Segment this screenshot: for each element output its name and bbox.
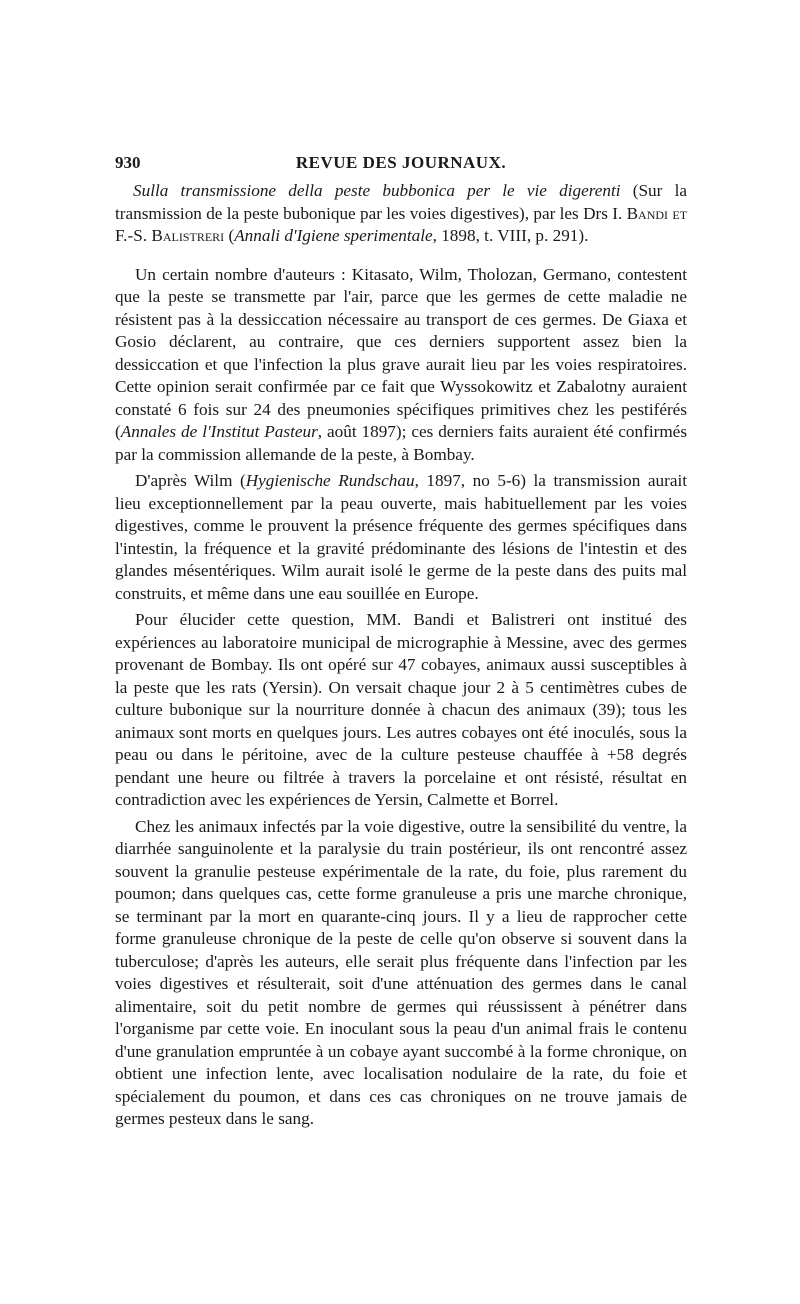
paragraph-2-text-a: D'après Wilm ( xyxy=(135,471,246,490)
document-page xyxy=(115,150,687,1131)
journal-title: REVUE DES JOURNAUX. xyxy=(295,153,507,172)
paragraph-4: Chez les animaux infectés par la voie digestive, outre la sensibilité du ventre, la diarrhée sanguinolente et la paralysie du train postérieur, ils ont rencontré assez souvent la granulie pesteuse expérimentale de la rate, du foie, plus rarement du poumon; dans quelques cas, cette forme granuleuse a pris une marche chronique, se terminant par la mort en quarante-cinq jours. Il y a lieu de rapprocher cette forme granuleuse chronique de la peste de celle qu'on observe si souvent dans la tuberculose; d'après les auteurs, elle serait plus fréquente dans l'infection par les voies digestives et résulterait, soit d'une atténuation des germes dans le canal alimentaire, soit du petit nombre de germes qui réussissent à pénétrer dans l'organisme par cette voie. En inoculant sous la peau d'un animal frais le contenu d'une granulation empruntée à un cobaye ayant succombé à la forme chronique, on obtient une infection lente, avec localisation nodulaire de la rate, du foie et spécialement du poumon, et dans ces cas chroniques on ne trouve jamais de germes pesteux dans le sang. xyxy=(115,816,687,1128)
authors-prefix: Drs xyxy=(583,203,608,223)
paragraph-2-text-b: , 1897, no 5-6) la transmission aurait lieu exceptionnellement par la peau ouverte, mais habituellement par les voies digestives, comme le prouvent la présence fréquente des germes spécifiques dans l'intestin, la fréquence et la gravité prédominante des lésions de l'intestin et des glandes mésentériques. Wilm aurait isolé le germe de la peste dans des puits mal construits, et même dans une eau souillée en Europe. xyxy=(115,471,688,603)
source-open-paren: ( xyxy=(228,226,235,245)
paragraph-3: Pour élucider cette question, MM. Bandi et Balistreri ont institué des expériences au laboratoire municipal de micrographie à Messine, avec des germes provenant de Bombay. Ils ont opéré sur 47 cobayes, animaux aussi susceptibles à la peste que les rats (Yersin). On versait chaque jour 2 à 5 centimètres cubes de culture bubonique sur la nourriture donnée à chacun des animaux (39); tous les animaux sont morts en quelques jours. Les autres cobayes ont été inoculés, sous la peau ou dans le péritoine, avec de la culture pesteuse chauffée à +58 degrés pendant une heure ou filtrée à travers la porcelaine et ont résisté, résultat en contradiction avec les expériences de Yersin, Calmette et Borrel. xyxy=(115,610,687,809)
article-title-translation: (Sur la transmission de la peste bubonique par les voies digestives), par les xyxy=(115,181,687,223)
paragraph-1 xyxy=(115,264,687,467)
paragraph-2 xyxy=(115,470,687,605)
paragraph-1-reference: Annales de l'Institut Pasteur xyxy=(120,422,318,441)
source-journal: Annali d'Igiene sperimentale xyxy=(234,226,433,245)
paragraph-1-text-b: , août 1897); ces derniers faits auraient été confirmés par la commission allemande de la peste, à Bombay. xyxy=(115,422,688,464)
paragraph-1-text-a: Un certain nombre d'auteurs : Kitasato, Wilm, Tholozan, Germano, contestent que la peste se transmette par l'air, parce que les germes de cette maladie ne résistent pas à la dessiccation nécessaire au transport de ces germes. De Giaxa et Gosio déclarent, au contraire, que ces derniers supportent assez bien la dessiccation et que l'infection la plus grave aurait lieu par les voies respiratoires. Cette opinion serait confirmée par ce fait que Wyssokowitz et Zabalotny auraient constaté 6 fois sur 24 des pneumonies spécifiques primitives chez les pestiférés ( xyxy=(115,264,687,441)
article-authors: I. Bandi et F.-S. Balistreri xyxy=(115,203,688,245)
source-details: , 1898, t. VIII, p. 291). xyxy=(432,226,589,245)
article-citation xyxy=(115,180,687,248)
page-number: 930 xyxy=(115,153,141,172)
article-title: Sulla transmissione della peste bubbonica per le vie digerenti xyxy=(133,181,621,200)
paragraph-2-reference: Hygienische Rundschau xyxy=(245,471,415,490)
running-header xyxy=(115,150,687,176)
